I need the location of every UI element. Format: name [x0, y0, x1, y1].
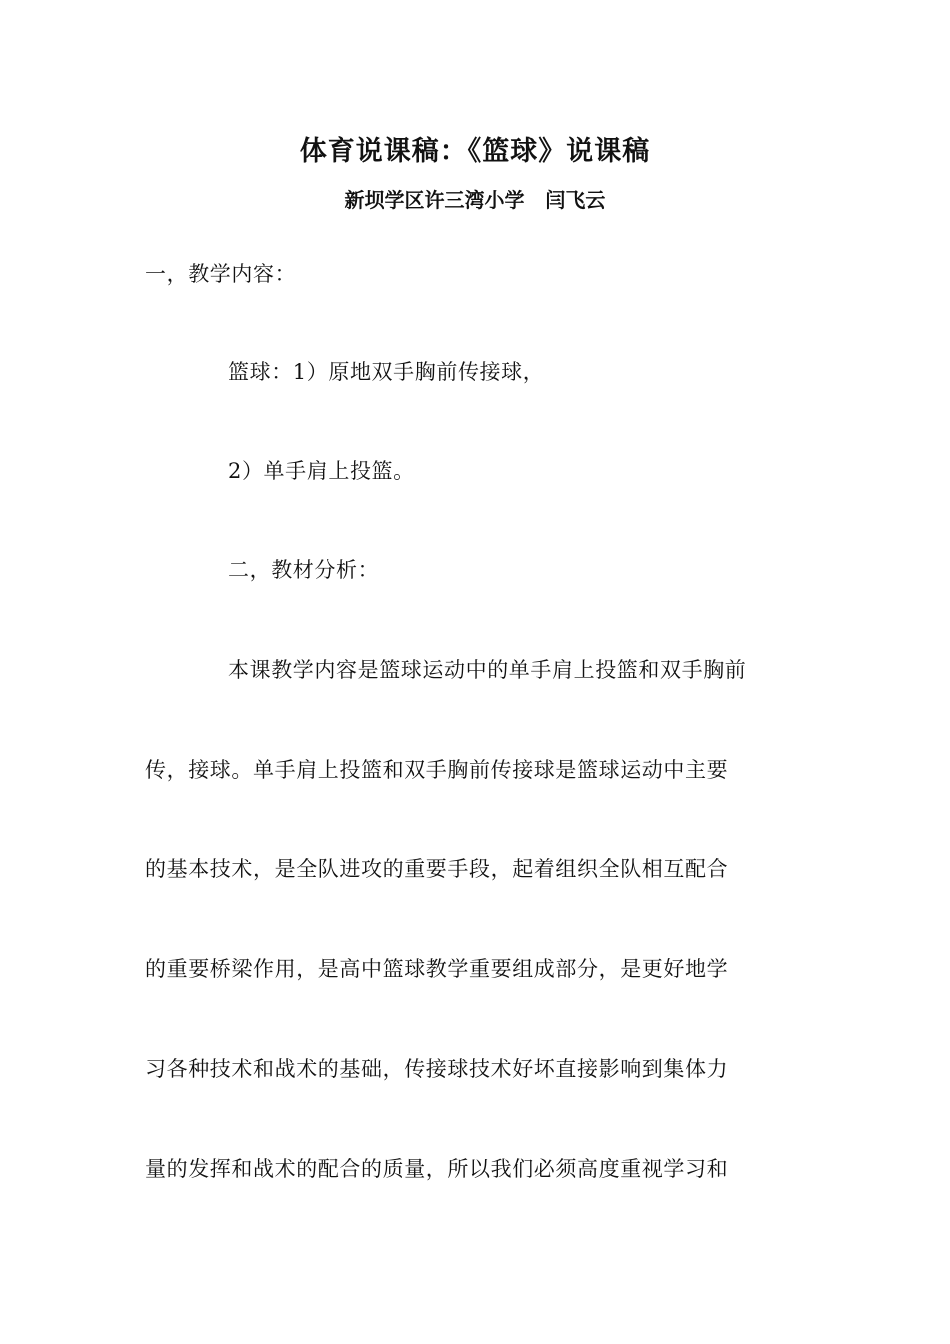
document-title: 体育说课稿：《篮球》说课稿 [299, 136, 651, 167]
paragraph-line: 的重要桥梁作用，是高中篮球教学重要组成部分，是更好地学 [145, 957, 729, 981]
paragraph-line: 量的发挥和战术的配合的质量，所以我们必须高度重视学习和 [145, 1157, 729, 1181]
content-item: 篮球：1）原地双手胸前传接球， [228, 360, 545, 384]
content-item: 2）单手肩上投篮。 [228, 459, 415, 483]
section-heading: 二，教材分析： [228, 558, 380, 582]
paragraph-line: 传，接球。单手肩上投篮和双手胸前传接球是篮球运动中主要 [145, 758, 729, 782]
paragraph-line: 的基本技术，是全队进攻的重要手段，起着组织全队相互配合 [145, 857, 729, 881]
paragraph-line: 本课教学内容是篮球运动中的单手肩上投篮和双手胸前 [228, 658, 747, 682]
paragraph-line: 习各种技术和战术的基础，传接球技术好坏直接影响到集体力 [145, 1057, 729, 1081]
section-heading: 一，教学内容： [145, 262, 297, 286]
author-line: 新坝学区许三湾小学 闫飞云 [344, 188, 606, 212]
